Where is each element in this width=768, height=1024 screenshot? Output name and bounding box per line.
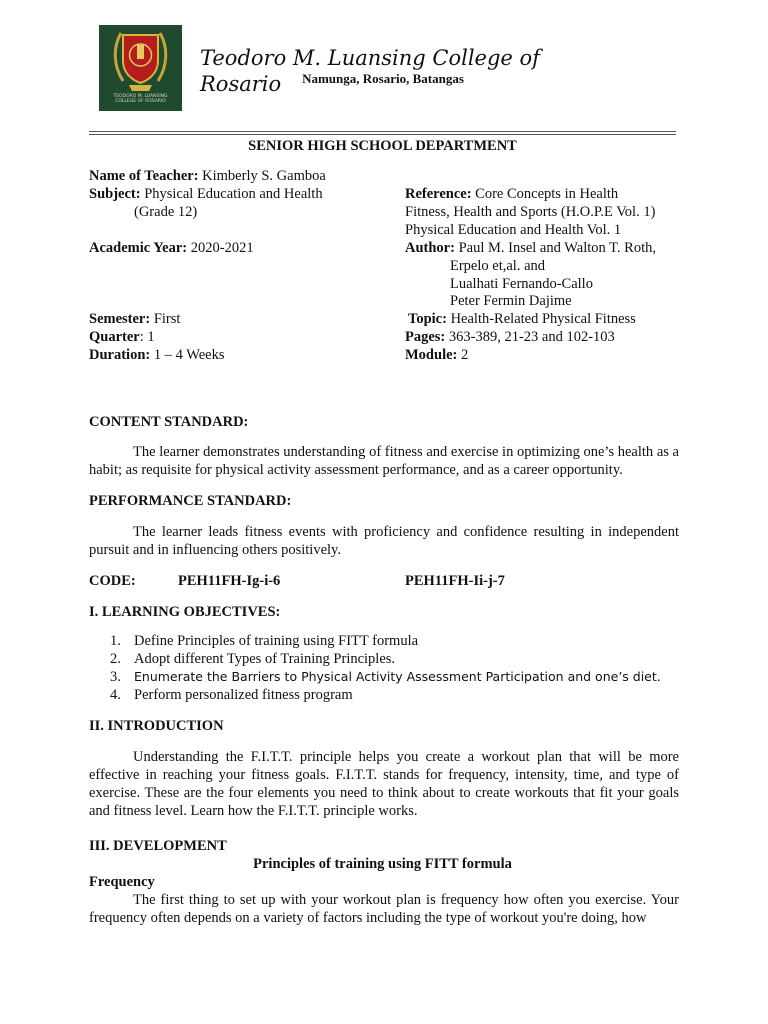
author-row <box>405 239 656 257</box>
teacher-value: Kimberly S. Gamboa <box>202 168 326 184</box>
college-logo <box>99 25 182 111</box>
school-address: Namunga, Rosario, Batangas <box>302 71 464 86</box>
development-subheading: Principles of training using FITT formula <box>253 856 512 872</box>
reference-row <box>405 185 618 203</box>
learning-objectives-heading: I. LEARNING OBJECTIVES: <box>89 604 281 620</box>
quarter-label: Quarter <box>89 329 140 345</box>
department-title: SENIOR HIGH SCHOOL DEPARTMENT <box>248 138 517 154</box>
performance-standard-body: The learner leads fitness events with proficiency and confidence resulting in independent pursuit and in influencing others positively. <box>89 524 679 558</box>
performance-standard-heading: PERFORMANCE STANDARD: <box>89 493 292 509</box>
list-item-number: 2. <box>110 651 121 667</box>
module-row <box>405 346 468 364</box>
teacher-row <box>89 167 326 185</box>
list-item-number: 3. <box>110 669 121 685</box>
academic-year-value: 2020-2021 <box>190 240 254 256</box>
code-2: PEH11FH-Ii-j-7 <box>405 573 505 589</box>
quarter-value: : 1 <box>139 329 155 345</box>
module-label: Module: <box>405 347 458 363</box>
list-item-number: 4. <box>110 687 121 703</box>
subject-value: Physical Education and Health <box>144 186 323 202</box>
introduction-body: Understanding the F.I.T.T. principle helps you create a workout plan that will be more effective in reaching your fitness goals. F.I.T.T. stands for frequency, intensity, time, and type of exercise. These are the four elements you need to think about to create workouts that fit your goals and fitness level. Learn how the F.I.T.T. principle works. <box>89 749 679 819</box>
reference-value: Core Concepts in Health <box>475 186 619 202</box>
frequency-body: The first thing to set up with your workout plan is frequency how often you exercise. Your frequency often depends on a variety of factors including the type of workout you're doing, how <box>89 892 679 926</box>
content-standard-heading: CONTENT STANDARD: <box>89 414 249 430</box>
duration-label: Duration: <box>89 347 151 363</box>
reference-line-2: Fitness, Health and Sports (H.O.P.E Vol. 1) <box>405 204 656 220</box>
quarter-row <box>89 328 155 346</box>
frequency-heading: Frequency <box>89 874 155 890</box>
list-item-text: Enumerate the Barriers to Physical Activity Assessment Participation and one’s diet. <box>134 669 661 684</box>
reference-line-3: Physical Education and Health Vol. 1 <box>405 222 622 238</box>
list-item <box>110 650 395 668</box>
author-label: Author: <box>405 240 455 256</box>
author-line-2: Erpelo et,al. and <box>450 258 546 274</box>
list-item <box>110 632 418 650</box>
pages-value: 363-389, 21-23 and 102-103 <box>448 329 615 345</box>
topic-label: Topic: <box>408 311 447 327</box>
subject-label: Subject: <box>89 186 141 202</box>
subject-row <box>89 185 323 203</box>
list-item <box>110 686 353 704</box>
subject-grade: (Grade 12) <box>134 204 198 220</box>
academic-year-label: Academic Year: <box>89 240 188 256</box>
pages-label: Pages: <box>405 329 446 345</box>
teacher-label: Name of Teacher: <box>89 168 199 184</box>
code-1: PEH11FH-Ig-i-6 <box>178 573 281 589</box>
list-item-number: 1. <box>110 633 121 649</box>
pages-row <box>405 328 615 346</box>
header-rule-top <box>89 131 676 132</box>
logo-caption: TEODORO M. LUANSING COLLEGE OF ROSARIO <box>113 94 168 104</box>
author-line-4: Peter Fermin Dajime <box>450 293 572 309</box>
frequency-text <box>89 891 679 927</box>
duration-value: 1 – 4 Weeks <box>153 347 225 363</box>
list-item-text: Perform personalized fitness program <box>134 687 353 703</box>
development-heading: III. DEVELOPMENT <box>89 838 227 854</box>
header-rule-bottom <box>89 134 676 135</box>
reference-label: Reference: <box>405 186 472 202</box>
duration-row <box>89 346 225 364</box>
list-item <box>110 668 661 686</box>
content-standard-text <box>89 443 679 479</box>
performance-standard-text <box>89 523 679 559</box>
content-standard-body: The learner demonstrates understanding of fitness and exercise in optimizing one’s health as a habit; as requisite for physical activity assessment performance, and as a career opportunity. <box>89 444 679 478</box>
semester-row <box>89 310 180 328</box>
introduction-heading: II. INTRODUCTION <box>89 718 224 734</box>
topic-row <box>408 310 636 328</box>
code-label: CODE: <box>89 573 136 589</box>
author-line-3: Lualhati Fernando-Callo <box>450 276 593 292</box>
introduction-text <box>89 748 679 820</box>
topic-value: Health-Related Physical Fitness <box>450 311 636 327</box>
list-item-text: Define Principles of training using FITT formula <box>134 633 419 649</box>
semester-value: First <box>153 311 181 327</box>
semester-label: Semester: <box>89 311 151 327</box>
school-name: Teodoro M. Luansing College of Rosario <box>200 46 540 96</box>
author-value: Paul M. Insel and Walton T. Roth, <box>458 240 656 256</box>
academic-year-row <box>89 239 254 257</box>
list-item-text: Adopt different Types of Training Principles. <box>134 651 396 667</box>
module-value: 2 <box>460 347 469 363</box>
